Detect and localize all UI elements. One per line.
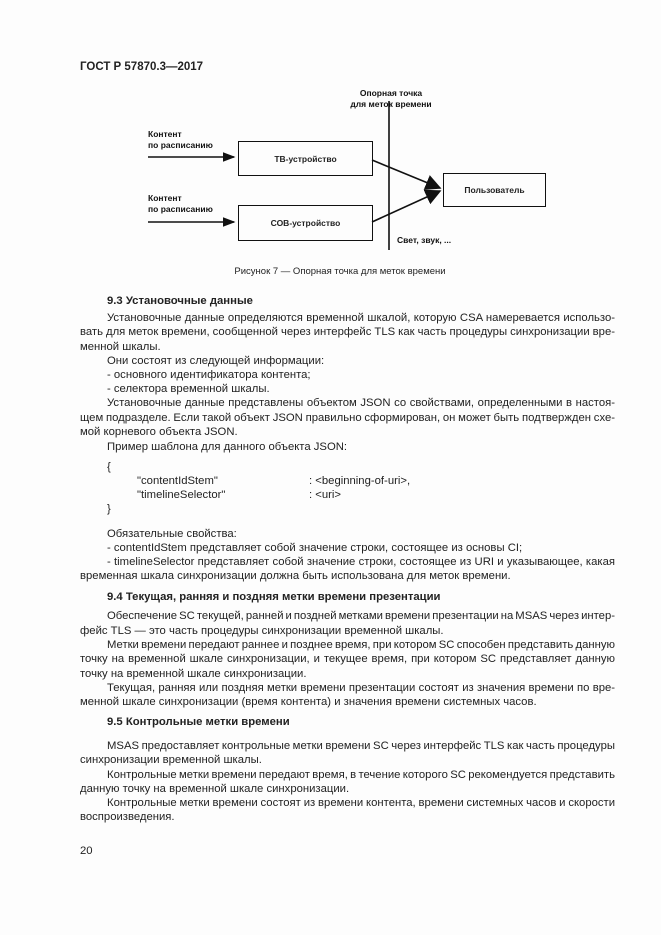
tv-device-box: ТВ-устройство: [238, 141, 373, 176]
cov-device-box: СОВ-устройство: [238, 205, 373, 241]
paragraph-line: Контрольные метки времени состоят из времени контента, времени системных часов и скорости: [107, 797, 616, 809]
paragraph-line: точку на временной шкале синхронизации.: [80, 668, 307, 680]
reference-label: [345, 88, 437, 110]
figure-caption: Рисунок 7 — Опорная точка для меток времени: [234, 266, 446, 277]
paragraph-line: Текущая, ранняя или поздняя метки времени презентации состоят из значения времени по вре-: [107, 682, 616, 694]
output-label: Свет, звук, ...: [397, 235, 452, 245]
input-label-line: Контент: [148, 193, 182, 203]
paragraph-line: менной шкале синхронизации (время контента) и значения времени системных часов.: [80, 696, 537, 708]
reference-label-line: для меток времени: [350, 99, 432, 109]
output-arrow-1: [372, 160, 440, 188]
paragraph-line: фейс TLS — это часть процедуры синхронизации временной шкалы.: [80, 625, 444, 637]
paragraph-line: Метки времени передают раннее и позднее время, при котором SC способен представить данную: [107, 639, 615, 651]
paragraph-line: точку на временной шкале синхронизации, и текущее время, при котором SC представляет данную: [80, 653, 615, 665]
list-item: - contentIdStem представляет собой значение строки, состоящее из основы CI;: [107, 542, 523, 554]
list-item: - timelineSelector представляет собой значение строки, состоящее из URI и указывающее, какая: [107, 556, 615, 568]
section-heading: 9.3 Установочные данные: [107, 295, 253, 307]
document-header: ГОСТ Р 57870.3—2017: [80, 61, 204, 73]
list-item: - селектора временной шкалы.: [107, 383, 270, 395]
input-label-line: по расписанию: [148, 140, 213, 150]
paragraph-line: щем подразделе. Если такой объект JSON правильно сформирован, он может быть подтвержден схе-: [80, 412, 616, 424]
section-heading: 9.5 Контрольные метки времени: [107, 716, 290, 728]
paragraph-line: Контрольные метки времени передают время, в течение которого SC рекомендуется представить: [107, 769, 615, 781]
paragraph-line: вать для меток времени, сообщенной через интерфейс TLS как часть процедуры синхронизации вре-: [80, 326, 615, 338]
paragraph-line: мой корневого объекта JSON.: [80, 426, 238, 438]
list-item: - основного идентификатора контента;: [107, 369, 311, 381]
code-value: : <uri>: [309, 489, 342, 501]
user-box: Пользователь: [443, 173, 546, 207]
code-brace: {: [107, 461, 111, 473]
input-label-2: [148, 193, 213, 215]
paragraph-line: Пример шаблона для данного объекта JSON:: [107, 441, 348, 453]
page-number: 20: [80, 845, 93, 857]
paragraph-line: воспроизведения.: [80, 811, 175, 823]
paragraph-line: синхронизации временной шкалы.: [80, 754, 262, 766]
paragraph-line: MSAS предоставляет контрольные метки времени SC через интерфейс TLS как часть процедуры: [107, 740, 615, 752]
paragraph-line: Установочные данные представлены объектом JSON со свойствами, определенными в настоя-: [107, 397, 616, 409]
paragraph-line: Обязательные свойства:: [107, 528, 237, 540]
code-key: "contentIdStem": [137, 475, 218, 487]
paragraph-line: Установочные данные определяются временной шкалой, которую CSA намеревается использо-: [107, 312, 616, 324]
paragraph-line: менной шкалы.: [80, 341, 161, 353]
input-label-1: [148, 129, 213, 151]
code-key: "timelineSelector": [137, 489, 226, 501]
section-heading: 9.4 Текущая, ранняя и поздняя метки времени презентации: [107, 591, 441, 603]
input-label-line: Контент: [148, 129, 182, 139]
reference-label-line: Опорная точка: [359, 88, 423, 98]
output-arrow-2: [372, 191, 440, 222]
paragraph-line: данную точку на временной шкале синхронизации.: [80, 783, 350, 795]
paragraph-line: Обеспечение SC текущей, ранней и поздней метками времени презентации на MSAS через интер-: [107, 610, 616, 622]
paragraph-line: временная шкала синхронизации должна быть использована для меток времени.: [80, 570, 511, 582]
paragraph-line: Они состоят из следующей информации:: [107, 355, 325, 367]
code-brace: }: [107, 503, 111, 515]
input-label-line: по расписанию: [148, 204, 213, 214]
code-value: : <beginning-of-uri>,: [309, 475, 411, 487]
